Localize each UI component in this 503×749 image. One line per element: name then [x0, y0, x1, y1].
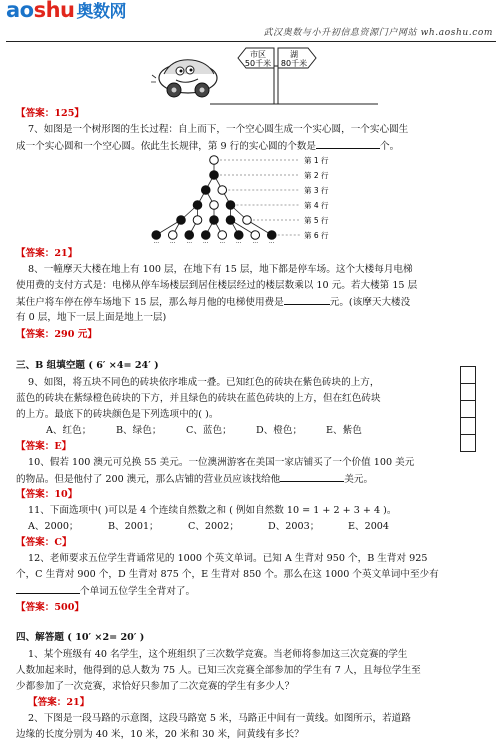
continuation-dots: ··· — [153, 240, 160, 246]
q11-line1: 11、下面选项中( )可以是 4 个连续自然数之和 ( 例如自然数 10 = 1 + 2 + 3 + 4 )。 — [28, 505, 397, 516]
header-divider — [6, 41, 496, 42]
continuation-dots: ··· — [268, 240, 275, 246]
filled-circle — [210, 216, 219, 225]
q11-option-d[interactable]: D、2003； — [268, 521, 320, 532]
q12-line2: 个，C 生背对 900 个，D 生背对 875 个，E 生背对 850 个。那么在这 1000 个英文单词中至少有 — [16, 569, 439, 580]
hollow-circle — [210, 156, 219, 165]
p1-answer: 【答案：21】 — [28, 697, 90, 708]
filled-circle — [226, 216, 235, 225]
continuation-dots: ··· — [235, 240, 242, 246]
continuation-dots: ··· — [252, 240, 259, 246]
hollow-circle — [243, 216, 252, 225]
q12-line3-text: 个单词五位学生全背对了。 — [80, 586, 196, 597]
q7-answer: 【答案：21】 — [16, 248, 78, 259]
q11-options — [16, 519, 502, 535]
q9-option-a[interactable]: A、红色； — [46, 425, 92, 436]
row-label-1: 第 1 行 — [304, 156, 329, 165]
filled-circle — [193, 201, 202, 210]
sign-right-bottom: 80千米 — [280, 59, 308, 68]
q9-option-c[interactable]: C、蓝色； — [186, 425, 232, 436]
p1-line2: 人数加起来时，他得到的总人数为 75 人。已知三次竞赛全部参加的学生有 7 人，且每位学生至 — [16, 665, 421, 676]
q9-options — [16, 423, 503, 439]
filled-circle — [152, 231, 161, 240]
site-logo[interactable]: aoshu 奥数网 — [6, 0, 127, 22]
row-label-2: 第 2 行 — [304, 171, 329, 180]
q11-answer: 【答案：C】 — [16, 537, 72, 548]
q8-answer: 【答案：290 元】 — [16, 329, 97, 340]
q8-line1: 8、一幢摩天大楼在地上有 100 层，在地下有 15 层，地下都是停车场。这个大楼每月电梯 — [28, 264, 413, 275]
hollow-circle — [218, 186, 227, 195]
q11-option-e[interactable]: E、2004 — [348, 521, 390, 532]
q9-line3: 的上方。最底下的砖块颜色是下列选项中的( )。 — [16, 409, 219, 420]
q11-option-b[interactable]: B、2001； — [108, 521, 159, 532]
q8-line4: 有 0 层，地下一层上面是地上一层) — [16, 312, 167, 323]
q8-line3-end: 元。(该摩天大楼没 — [329, 297, 411, 308]
p2-line2: 边缘的长度分别为 40 米，10 米，20 米和 30 米，问黄线有多长？ — [16, 729, 304, 740]
filled-circle — [201, 231, 210, 240]
section4-title: 四、解答题 ( 10′ ×2= 20′ ) — [16, 632, 145, 643]
site-tagline: 武汉奥数与小升初信息资源门户网站 wh.aoshu.com — [263, 28, 493, 38]
section3-title: 三、B 组填空题 ( 6′ ×4= 24′ ) — [16, 360, 159, 371]
sign-right-top: 湖 — [290, 50, 298, 59]
q9-answer: 【答案：E】 — [16, 441, 72, 452]
brick-2 — [460, 384, 476, 401]
q7-answer-blank[interactable] — [316, 138, 380, 149]
q7-line2-end: 个。 — [380, 141, 400, 152]
filled-circle — [234, 231, 243, 240]
tree-growth-diagram — [128, 152, 358, 246]
q9-option-b[interactable]: B、绿色； — [116, 425, 162, 436]
q10-line1: 10、假若 100 澳元可兑换 55 美元。一位澳洲游客在美国一家店铺买了一个价值 100 美元 — [28, 457, 415, 468]
q9-option-d[interactable]: D、橙色； — [256, 425, 303, 436]
continuation-dots: ··· — [202, 240, 209, 246]
q8-line2: 使用费的支付方式是：电梯从停车场楼层到居住楼层经过的楼层数乘以 10 元。若大楼第 15 层 — [16, 280, 418, 291]
hollow-circle — [168, 231, 177, 240]
sign-left-bottom: 50千米 — [244, 59, 272, 68]
row-label-3: 第 3 行 — [304, 186, 329, 195]
continuation-dots: ··· — [169, 240, 176, 246]
hollow-circle — [210, 201, 219, 210]
p1-line1: 1、某个班级有 40 名学生，这个班组织了三次数学竞赛。当老师将参加这三次竞赛的学生 — [28, 649, 408, 660]
q6-answer: 【答案：125】 — [16, 108, 84, 119]
q12-answer: 【答案：500】 — [16, 602, 84, 613]
row-label-6: 第 6 行 — [304, 231, 329, 240]
p2-line1: 2、下图是一段马路的示意图，这段马路宽 5 米，马路正中间有一黄线。如图所示，若道路 — [28, 713, 411, 724]
hollow-circle — [218, 231, 227, 240]
filled-circle — [226, 201, 235, 210]
filled-circle — [210, 171, 219, 180]
q7-line2-text: 成一个实心圆和一个空心圆。依此生长规律，第 9 行的实心圆的个数是 — [16, 141, 317, 152]
q10-line2-end: 美元。 — [344, 474, 374, 485]
car-road-figure — [150, 44, 380, 108]
q9-line2: 蓝色的砖块在紫绿橙色砖块的下方，并且绿色的砖块在蓝色砖块的上方，但在红色砖块 — [16, 393, 381, 404]
continuation-dots: ··· — [186, 240, 193, 246]
q10-answer: 【答案：10】 — [16, 489, 78, 500]
cartoon-car-icon — [151, 60, 217, 97]
q11-option-a[interactable]: A、2000； — [28, 521, 79, 532]
q10-line2 — [16, 471, 490, 488]
hollow-circle — [251, 231, 260, 240]
q8-line3-text: 某住户将车停在停车场地下 15 层，那么每月他的电梯使用费是 — [16, 297, 284, 308]
q12-line3 — [16, 583, 490, 600]
q11-option-c[interactable]: C、2002； — [188, 521, 239, 532]
q10-answer-blank[interactable] — [280, 471, 344, 482]
q9-option-e[interactable]: E、紫色 — [326, 425, 362, 436]
q12-answer-blank[interactable] — [16, 583, 80, 594]
brick-3 — [460, 401, 476, 418]
q12-line1: 12、老师要求五位学生背诵常见的 1000 个英文单词。已知 A 生背对 950 个，B 生背对 925 — [28, 553, 428, 564]
row-label-5: 第 5 行 — [304, 216, 329, 225]
q10-line2-text: 的物品。但是他付了 200 澳元，那么店铺的营业员应该找给他 — [16, 474, 281, 485]
filled-circle — [201, 186, 210, 195]
row-label-4: 第 4 行 — [304, 201, 329, 210]
q9-line1: 9、如图，将五块不同色的砖块依序堆成一叠。已知红色的砖块在紫色砖块的上方， — [28, 377, 380, 388]
brick-1 — [460, 366, 476, 384]
q8-answer-blank[interactable] — [284, 294, 330, 305]
sign-left-top: 市区 — [250, 50, 266, 59]
filled-circle — [177, 216, 186, 225]
q8-line3 — [16, 294, 490, 311]
filled-circle — [185, 231, 194, 240]
filled-circle — [267, 231, 276, 240]
q7-line1: 7、如图是一个树形图的生长过程：自上而下，一个空心圆生成一个实心圆，一个实心圆生 — [28, 124, 409, 135]
continuation-dots: ··· — [219, 240, 226, 246]
hollow-circle — [193, 216, 202, 225]
p1-line3: 少都参加了一次竞赛，求恰好只参加了二次竞赛的学生有多少人？ — [16, 681, 295, 692]
